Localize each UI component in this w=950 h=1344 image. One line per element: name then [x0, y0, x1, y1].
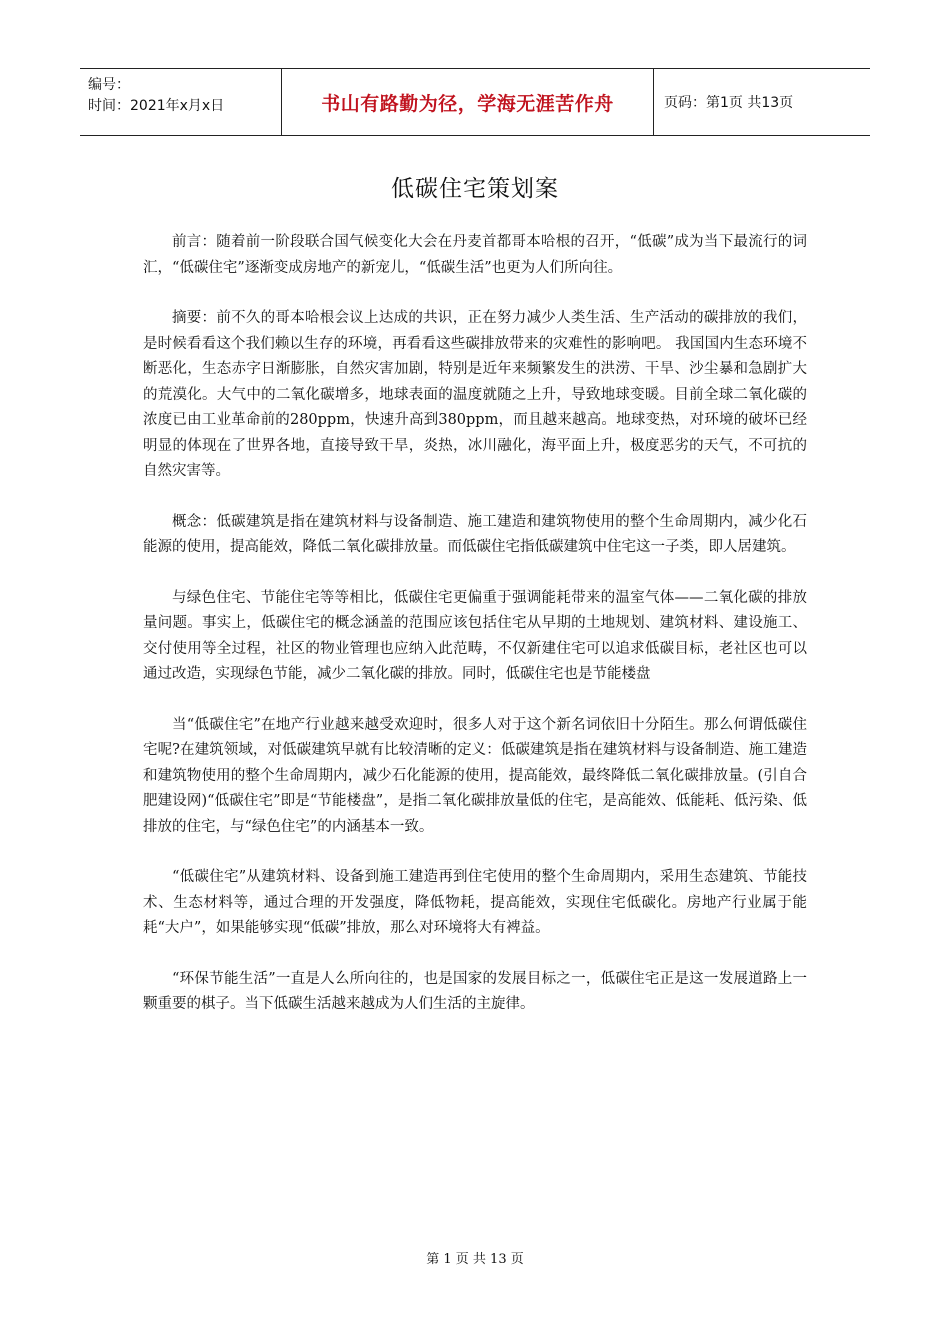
document-date-label: 时间：2021年x月x日	[88, 98, 225, 114]
paragraph-lifecycle: “低碳住宅”从建筑材料、设备到施工建造再到住宅使用的整个生命周期内，采用生态建筑、节能技术、生态材料等，通过合理的开发强度，降低物耗，提高能效，实现住宅低碳化。房地产行业属于能耗“大户”，如果能够实现“低碳”排放，那么对环境将大有裨益。	[143, 869, 807, 936]
document-header	[80, 68, 870, 136]
paragraph-concept: 概念：低碳建筑是指在建筑材料与设备制造、施工建造和建筑物使用的整个生命周期内，减少化石能源的使用，提高能效，降低二氧化碳排放量。而低碳住宅指低碳建筑中住宅这一子类，即人居建筑。	[143, 513, 807, 555]
paragraph-comparison: 与绿色住宅、节能住宅等等相比，低碳住宅更偏重于强调能耗带来的温室气体——二氧化碳的排放量问题。事实上，低碳住宅的概念涵盖的范围应该包括住宅从早期的土地规划、建筑材料、建设施工、交付使用等全过程，社区的物业管理也应纳入此范畴，不仅新建住宅可以追求低碳目标，老社区也可以通过改造，实现绿色节能，减少二氧化碳的排放。同时，低碳住宅也是节能楼盘	[143, 589, 807, 682]
document-title: 低碳住宅策划案	[391, 176, 559, 202]
header-motto: 书山有路勤为径，学海无涯苦作舟	[282, 69, 654, 135]
paragraph-preface: 前言：随着前一阶段联合国气候变化大会在丹麦首都哥本哈根的召开，“低碳”成为当下最流行的词汇，“低碳住宅”逐渐变成房地产的新宠儿，“低碳生活”也更为人们所向往。	[143, 234, 807, 276]
document-body	[143, 230, 807, 1043]
paragraph-definition: 当“低碳住宅”在地产行业越来越受欢迎时，很多人对于这个新名词依旧十分陌生。那么何谓低碳住宅呢?在建筑领域，对低碳建筑早就有比较清晰的定义：低碳建筑是指在建筑材料与设备制造、施工建造和建筑物使用的整个生命周期内，减少石化能源的使用，提高能效，最终降低二氧化碳排放量。(引自合肥建设网)“低碳住宅”即是“节能楼盘”，是指二氧化碳排放量低的住宅，是高能效、低能耗、低污染、低排放的住宅，与“绿色住宅”的内涵基本一致。	[143, 716, 807, 835]
paragraph-abstract: 摘要：前不久的哥本哈根会议上达成的共识，正在努力减少人类生活、生产活动的碳排放的我们，是时候看看这个我们赖以生存的环境，再看看这些碳排放带来的灾难性的影响吧。 我国国内生态环境不断恶化，生态赤字日渐膨胀，自然灾害加剧，特别是近年来频繁发生的洪涝、干旱、沙尘暴和急剧扩大的荒漠化。大气中的二氧化碳增多，地球表面的温度就随之上升，导致地球变暖。目前全球二氧化碳的浓度已由工业革命前的280ppm，快速升高到380ppm，而且越来越高。地球变热，对环境的破坏已经明显的体现在了世界各地，直接导致干旱，炎热，冰川融化，海平面上升，极度恶劣的天气，不可抗的自然灾害等。	[143, 310, 807, 479]
page-footer: 第 1 页 共 13 页	[426, 1252, 524, 1267]
header-page-info: 页码：第1页 共13页	[664, 95, 794, 111]
document-number-label: 编号：	[88, 77, 130, 93]
paragraph-conclusion: “环保节能生活”一直是人么所向往的，也是国家的发展目标之一，低碳住宅正是这一发展道路上一颗重要的棋子。当下低碳生活越来越成为人们生活的主旋律。	[143, 970, 807, 1012]
header-meta-cell	[80, 69, 282, 135]
